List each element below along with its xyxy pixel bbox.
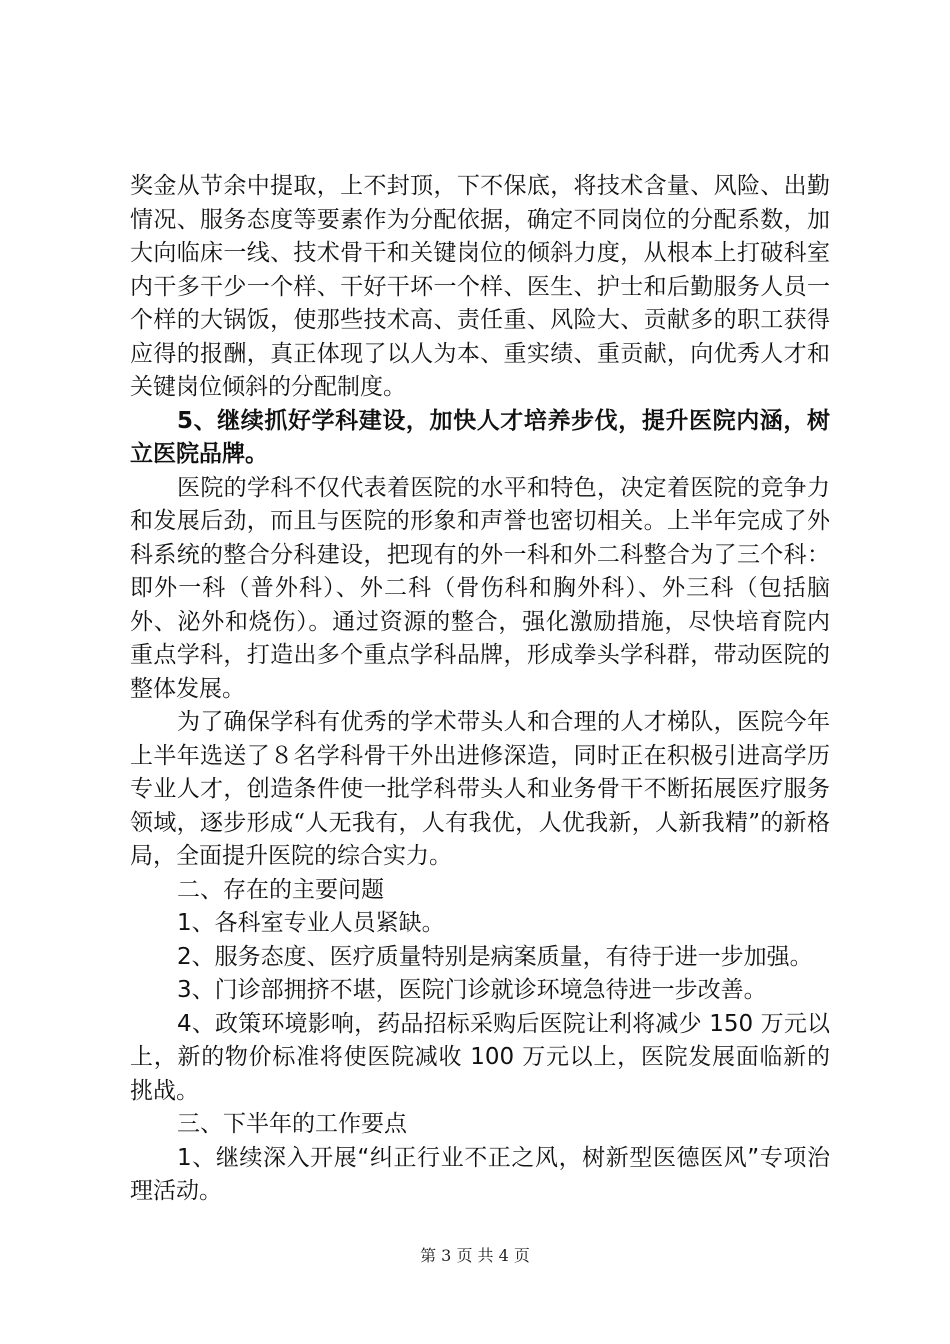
page-footer: 第 3 页 共 4 页 [420, 1246, 530, 1265]
body-paragraph: 为了确保学科有优秀的学术带头人和合理的人才梯队，医院今年上半年选送了８名学科骨干外出进修深造，同时正在积极引进高学历专业人才，创造条件使一批学科带头人和业务骨干不断拓展医疗服务领域，逐步形成“人无我有，人有我优，人优我新，人新我精”的新格局，全面提升医院的综合实力。 [130, 709, 830, 869]
list-item: 1、继续深入开展“纠正行业不正之风，树新型医德医风”专项治理活动。 [130, 1144, 830, 1204]
section-heading: 三、下半年的工作要点 [177, 1111, 407, 1137]
list-item: 1、各科室专业人员紧缺。 [177, 910, 445, 936]
section-heading: 二、存在的主要问题 [177, 876, 384, 903]
section-heading: 5、继续抓好学科建设，加快人才培养步伐，提升医院内涵，树立医院品牌。 [130, 407, 830, 467]
list-item: 2、服务态度、医疗质量特别是病案质量，有待于进一步加强。 [177, 943, 813, 970]
body-paragraph: 奖金从节余中提取，上不封顶，下不保底，将技术含量、风险、出勤情况、服务态度等要素作为分配依据，确定不同岗位的分配系数，加大向临床一线、技术骨干和关键岗位的倾斜力度，从根本上打破科室内干多干少一个样、干好干坏一个样、医生、护士和后勤服务人员一个样的大锅饭，使那些技术高、责任重、风险大、贡献多的职工获得应得的报酬，真正体现了以人为本、重实绩、重贡献，向优秀人才和关键岗位倾斜的分配制度。 [130, 173, 830, 400]
list-item: 4、政策环境影响，药品招标采购后医院让利将减少 150 万元以上，新的物价标准将使医院减收 100 万元以上，医院发展面临新的挑战。 [130, 1010, 830, 1104]
document-body [130, 170, 830, 1209]
body-paragraph: 医院的学科不仅代表着医院的水平和特色，决定着医院的竞争力和发展后劲，而且与医院的形象和声誉也密切相关。上半年完成了外科系统的整合分科建设，把现有的外一科和外二科整合为了三个科：即外一科（普外科）、外二科（骨伤科和胸外科）、外三科（包括脑外、泌外和烧伤）。通过资源的整合，强化激励措施，尽快培育院内重点学科，打造出多个重点学科品牌，形成拳头学科群，带动医院的整体发展。 [130, 474, 830, 702]
list-item: 3、门诊部拥挤不堪，医院门诊就诊环境急待进一步改善。 [177, 977, 767, 1003]
